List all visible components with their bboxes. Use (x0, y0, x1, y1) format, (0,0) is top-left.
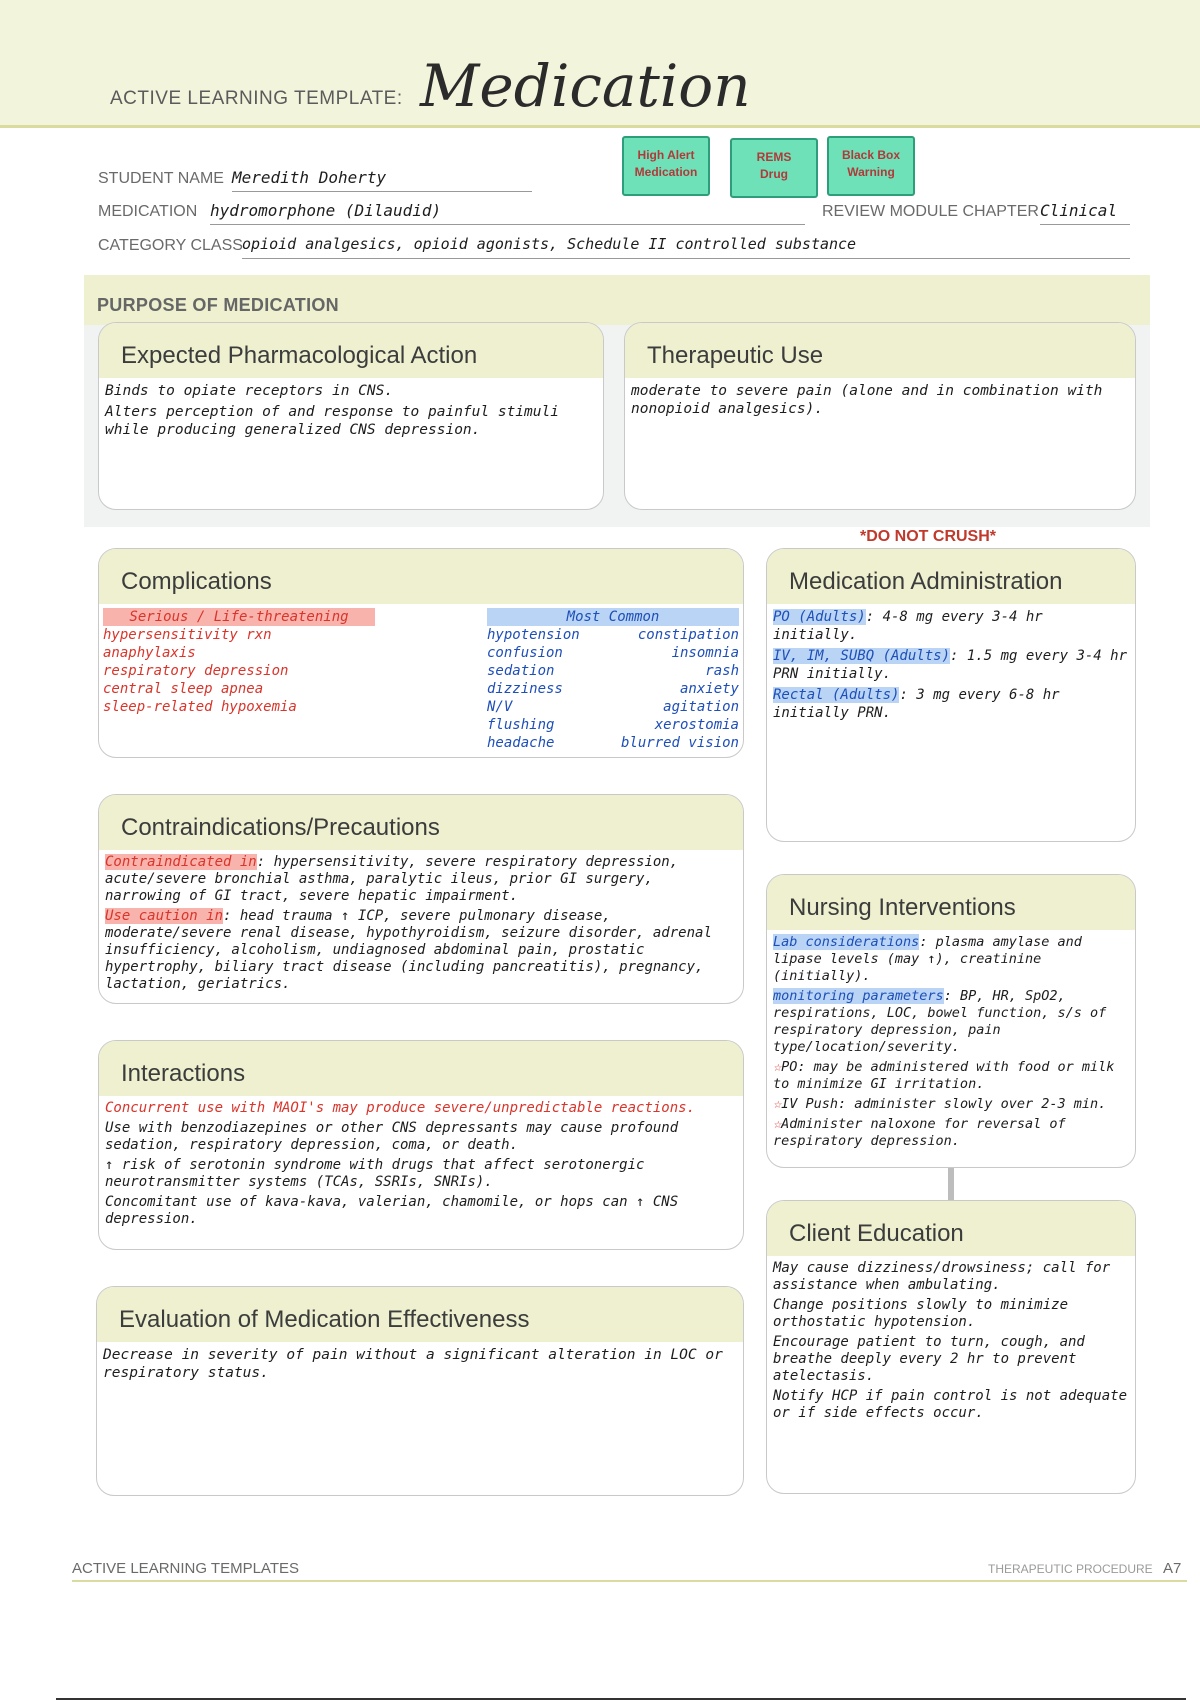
caution-text[interactable]: Use caution in: head trauma ↑ ICP, severe pulmonary disease, moderate/severe renal disease, hypothyroidism, seizure disorder, adrenal insufficiency, alcoholism, undiagnosed abdominal pain, prostatic hypertrophy, biliary tract disease (including pancreatitis), pregnancy, lactation, geriatrics. (105, 908, 712, 992)
client-education-title: Client Education (767, 1201, 1135, 1256)
admin-item[interactable]: Rectal (Adults): 3 mg every 6-8 hr initially PRN. (773, 687, 1060, 721)
footer-procedure: THERAPEUTIC PROCEDURE (988, 1562, 1153, 1576)
evaluation-text[interactable]: Decrease in severity of pain without a significant alteration in LOC or respiratory status. (103, 1347, 723, 1381)
nursing-star-item[interactable]: ☆IV Push: administer slowly over 2-3 min. (773, 1096, 1107, 1112)
footer-divider (72, 1580, 1187, 1582)
serious-item[interactable]: hypersensitivity rxn (103, 627, 272, 643)
nursing-title: Nursing Interventions (767, 875, 1135, 930)
footer-label: ACTIVE LEARNING TEMPLATES (72, 1560, 299, 1577)
interaction-item[interactable]: Concomitant use of kava-kava, valerian, chamomile, or hops can ↑ CNS depression. (105, 1194, 679, 1227)
lab-considerations[interactable]: Lab considerations: plasma amylase and lipase levels (may ↑), creatinine (initially). (773, 934, 1082, 984)
do-not-crush-note: *DO NOT CRUSH* (860, 528, 997, 545)
common-item[interactable]: agitation (663, 699, 739, 715)
common-item[interactable]: anxiety (679, 681, 739, 697)
serious-item[interactable]: central sleep apnea (103, 681, 264, 697)
page-header (0, 0, 1200, 128)
education-item[interactable]: May cause dizziness/drowsiness; call for assistance when ambulating. (773, 1260, 1111, 1293)
nursing-star-item[interactable]: ☆PO: may be administered with food or milk to minimize GI irritation. (773, 1059, 1115, 1092)
complications-box (98, 548, 744, 758)
medication-field[interactable]: hydromorphone (Dilaudid) (210, 201, 805, 225)
page-title: Medication (420, 52, 751, 120)
education-item[interactable]: Notify HCP if pain control is not adequate or if side effects occur. (773, 1388, 1128, 1421)
therapeutic-use-text[interactable]: moderate to severe pain (alone and in combination with nonopioid analgesics). (631, 383, 1103, 417)
common-item[interactable]: rash (705, 663, 739, 679)
star-icon: ☆ (773, 1096, 782, 1112)
star-icon: ☆ (773, 1059, 782, 1075)
evaluation-box (96, 1286, 744, 1496)
page-number: A7 (1163, 1560, 1182, 1577)
expected-action-line[interactable]: Alters perception of and response to painful stimuli while producing generalized CNS depression. (105, 404, 559, 438)
box-connector (948, 1168, 954, 1200)
serious-header: Serious / Life-threatening (103, 608, 375, 626)
therapeutic-use-box (624, 322, 1136, 510)
interactions-box (98, 1040, 744, 1250)
education-item[interactable]: Change positions slowly to minimize orthostatic hypotension. (773, 1297, 1069, 1330)
common-item[interactable]: headache (487, 735, 555, 751)
expected-action-box (98, 322, 604, 510)
interaction-item[interactable]: Use with benzodiazepines or other CNS depressants may cause profound sedation, respiratory depression, coma, or death. (105, 1120, 679, 1153)
student-name-field[interactable]: Meredith Doherty (232, 168, 532, 192)
common-item[interactable]: flushing (487, 717, 555, 733)
rems-sticky: REMS Drug (730, 138, 818, 198)
category-class-field[interactable]: opioid analgesics, opioid agonists, Schedule II controlled substance (242, 235, 1130, 259)
common-header: Most Common (487, 608, 739, 626)
expected-action-title: Expected Pharmacological Action (99, 323, 603, 378)
common-item[interactable]: xerostomia (654, 717, 739, 733)
purpose-label: PURPOSE OF MEDICATION (97, 295, 339, 315)
serious-item[interactable]: respiratory depression (103, 663, 289, 679)
admin-item[interactable]: IV, IM, SUBQ (Adults): 1.5 mg every 3-4 hr PRN initially. (773, 648, 1128, 682)
star-icon: ☆ (773, 1116, 782, 1132)
serious-item[interactable]: sleep-related hypoxemia (103, 699, 297, 715)
contraindicated-text[interactable]: Contraindicated in: hypersensitivity, severe respiratory depression, acute/severe bronchial asthma, paralytic ileus, prior GI surgery, narrowing of GI tract, severe hepatic impairment. (105, 854, 679, 904)
common-item[interactable]: hypotension (487, 627, 580, 643)
category-class-label: CATEGORY CLASS (98, 237, 243, 254)
nursing-star-item[interactable]: ☆Administer naloxone for reversal of respiratory depression. (773, 1116, 1066, 1149)
black-box-sticky: Black Box Warning (827, 136, 915, 196)
evaluation-title: Evaluation of Medication Effectiveness (97, 1287, 743, 1342)
nursing-box (766, 874, 1136, 1168)
student-name-label: STUDENT NAME (98, 170, 224, 187)
interaction-item[interactable]: ↑ risk of serotonin syndrome with drugs that affect serotonergic neurotransmitter systems (TCAs, SSRIs, SNRIs). (105, 1157, 645, 1190)
common-item[interactable]: dizziness (487, 681, 563, 697)
medication-label: MEDICATION (98, 203, 198, 220)
high-alert-sticky: High Alert Medication (622, 136, 710, 196)
review-chapter-label: REVIEW MODULE CHAPTER (822, 203, 1039, 220)
serious-item[interactable]: anaphylaxis (103, 645, 196, 661)
expected-action-line[interactable]: Binds to opiate receptors in CNS. (105, 383, 394, 399)
complications-title: Complications (99, 549, 743, 604)
review-chapter-field[interactable]: Clinical (1040, 201, 1130, 225)
contraindications-box (98, 794, 744, 1004)
education-item[interactable]: Encourage patient to turn, cough, and breathe deeply every 2 hr to prevent atelectasis. (773, 1334, 1085, 1384)
contraindications-title: Contraindications/Precautions (99, 795, 743, 850)
common-item[interactable]: sedation (487, 663, 555, 679)
common-item[interactable]: insomnia (671, 645, 739, 661)
common-item[interactable]: confusion (487, 645, 563, 661)
administration-title: Medication Administration (767, 549, 1135, 604)
common-item[interactable]: constipation (637, 627, 739, 643)
administration-box (766, 548, 1136, 842)
common-item[interactable]: blurred vision (620, 735, 739, 751)
interactions-title: Interactions (99, 1041, 743, 1096)
admin-item[interactable]: PO (Adults): 4-8 mg every 3-4 hr initially. (773, 609, 1043, 643)
monitoring-parameters[interactable]: monitoring parameters: BP, HR, SpO2, respirations, LOC, bowel function, s/s of respiratory depression, pain type/location/severity. (773, 988, 1107, 1055)
client-education-box (766, 1200, 1136, 1494)
template-label: ACTIVE LEARNING TEMPLATE: (110, 88, 403, 109)
interaction-item[interactable]: Concurrent use with MAOI's may produce severe/unpredictable reactions. (105, 1100, 696, 1116)
therapeutic-use-title: Therapeutic Use (625, 323, 1135, 378)
common-item[interactable]: N/V (487, 699, 513, 715)
